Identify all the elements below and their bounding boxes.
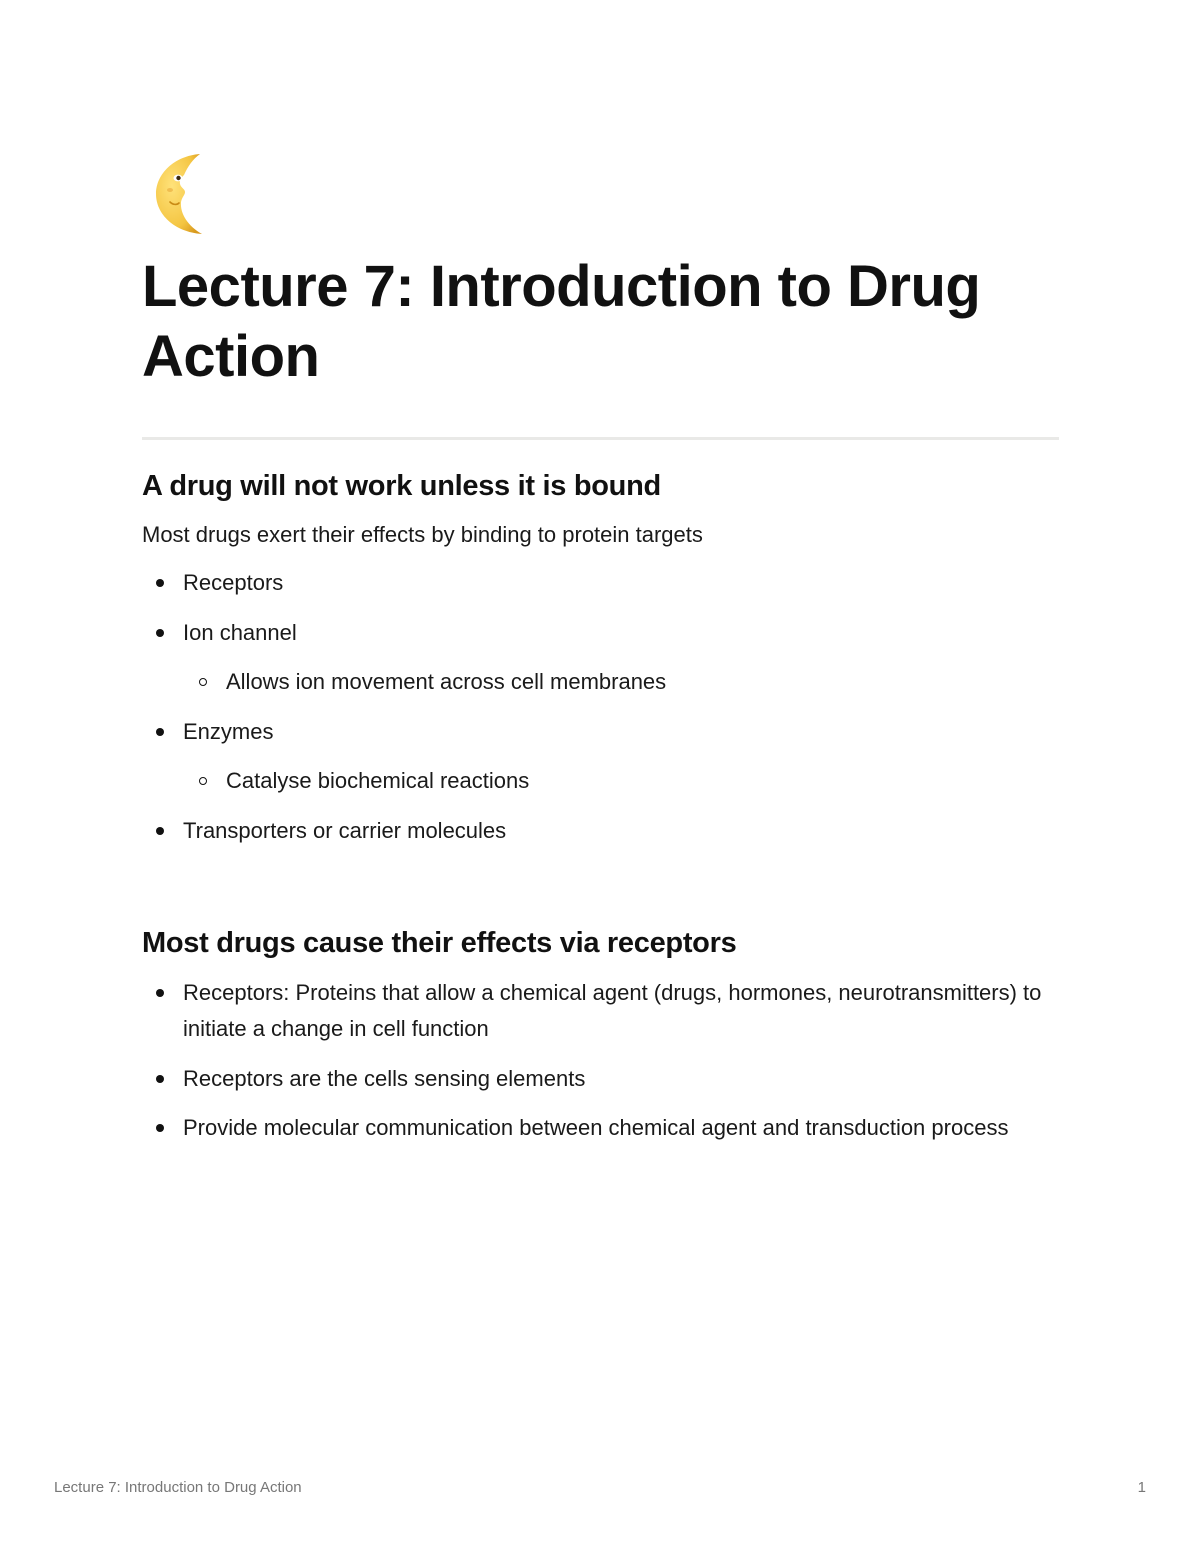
list-item-text: Provide molecular communication between chemical agent and transduction process [183, 1115, 1009, 1140]
list-item-text: Receptors: Proteins that allow a chemical agent (drugs, hormones, neurotransmitters) to initiate a change in cell function [183, 980, 1042, 1041]
list-item-text: Receptors are the cells sensing elements [183, 1065, 586, 1091]
crescent-moon-face-icon [152, 150, 214, 236]
bullet-icon [156, 579, 164, 587]
list-item-text: Allows ion movement across cell membranes [226, 669, 667, 694]
footer-doc-title: Lecture 7: Introduction to Drug Action [54, 1479, 302, 1496]
list-item-text: Transporters or carrier molecules [183, 817, 507, 843]
hollow-bullet-icon [199, 777, 207, 785]
receptors-list [142, 975, 1059, 1160]
list-item-text: Receptors [183, 570, 284, 595]
bullet-icon [156, 728, 164, 736]
protein-targets-list [142, 565, 1059, 862]
list-item [142, 714, 1059, 750]
list-item [142, 1110, 1059, 1146]
list-item-text: Catalyse biochemical reactions [226, 768, 530, 793]
list-item [142, 664, 1059, 700]
list-item [142, 763, 1059, 799]
footer-page-number: 1 [1137, 1479, 1146, 1496]
list-item [142, 975, 1059, 1047]
list-item-text: Enzymes [183, 718, 274, 744]
section-heading-binding: A drug will not work unless it is bound [142, 470, 661, 502]
list-item-text: Ion channel [183, 619, 297, 645]
hollow-bullet-icon [199, 678, 207, 686]
section-intro-text: Most drugs exert their effects by binding to protein targets [142, 522, 703, 547]
bullet-icon [156, 827, 164, 835]
section-heading-receptors: Most drugs cause their effects via receptors [142, 927, 737, 959]
divider [142, 437, 1059, 440]
list-item [142, 615, 1059, 651]
page-title: Lecture 7: Introduction to Drug Action [142, 254, 981, 389]
list-item [142, 813, 1059, 849]
bullet-icon [156, 1075, 164, 1083]
list-item [142, 1061, 1059, 1097]
bullet-icon [156, 989, 164, 997]
bullet-icon [156, 1124, 164, 1132]
list-item [142, 565, 1059, 601]
bullet-icon [156, 629, 164, 637]
